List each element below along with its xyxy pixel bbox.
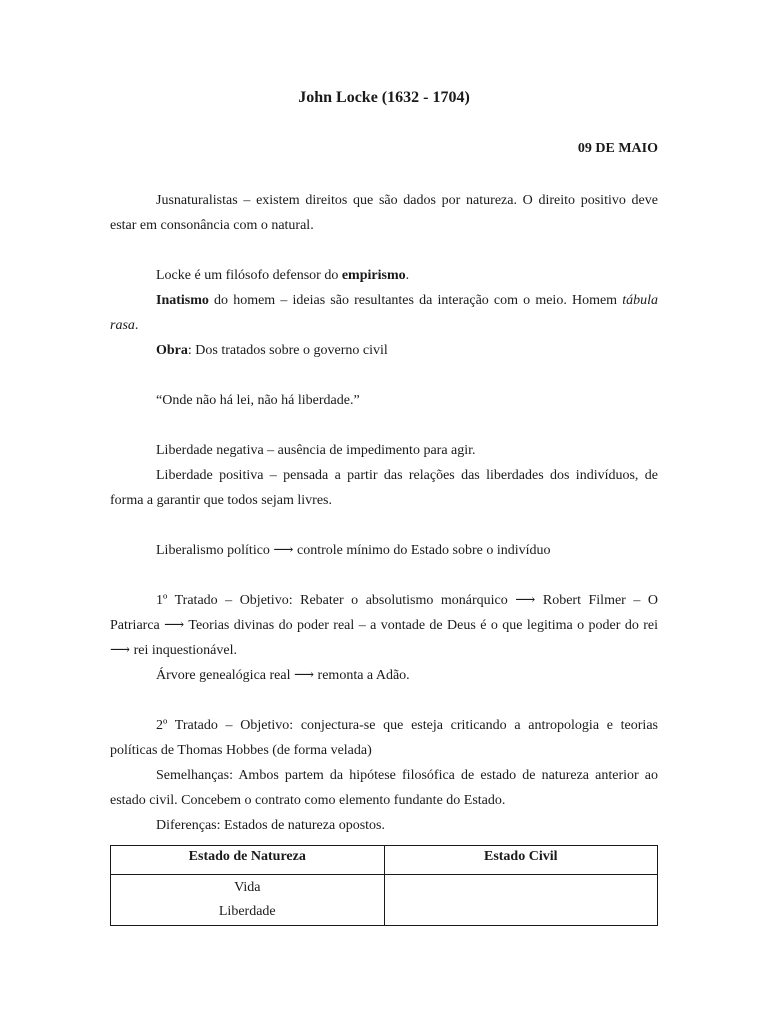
- paragraph-liberdade-positiva: Liberdade positiva – pensada a partir das relações das liberdades dos indivíduos, de forma a garantir que todos sejam livres.: [110, 468, 658, 508]
- paragraph-arvore: Árvore genealógica real ⟶ remonta a Adão.: [156, 668, 410, 683]
- paragraph-inatismo: [110, 288, 658, 338]
- table-header-row: [111, 846, 658, 875]
- document-title: John Locke (1632 - 1704): [298, 89, 470, 106]
- paragraph-text: : Dos tratados sobre o governo civil: [187, 343, 388, 358]
- document-body: [110, 188, 658, 838]
- table-row: [111, 875, 658, 926]
- paragraph-jusnaturalistas: Jusnaturalistas – existem direitos que são dados por natureza. O direito positivo deve estar em consonância com o natural.: [110, 193, 658, 233]
- paragraph-text: Locke é um filósofo defensor do: [156, 268, 342, 283]
- table-header-estado-natureza: Estado de Natureza: [111, 846, 385, 875]
- list-item: Liberdade: [218, 904, 276, 919]
- paragraph-segundo-tratado: 2º Tratado – Objetivo: conjectura-se que esteja criticando a antropologia e teorias políticas de Thomas Hobbes (de forma velada): [110, 718, 658, 758]
- paragraph-text: .: [134, 318, 139, 333]
- paragraph-empirismo: [110, 263, 658, 288]
- paragraph-diferencas: Diferenças: Estados de natureza opostos.: [156, 818, 385, 833]
- table-header-estado-civil: Estado Civil: [384, 846, 658, 875]
- table-cell-estado-natureza: [111, 875, 385, 926]
- paragraph-text: .: [405, 268, 410, 283]
- paragraph-text: do homem – ideias são resultantes da interação com o meio. Homem: [208, 293, 623, 308]
- bold-term: Inatismo: [156, 293, 209, 308]
- italic-term: tábula rasa: [110, 293, 658, 333]
- quote: “Onde não há lei, não há liberdade.”: [156, 393, 360, 408]
- paragraph-liberdade-negativa: Liberdade negativa – ausência de impedimento para agir.: [156, 443, 476, 458]
- comparison-table: [110, 845, 658, 926]
- bold-term: empirismo: [341, 268, 406, 283]
- paragraph-liberalismo: Liberalismo político ⟶ controle mínimo do Estado sobre o indivíduo: [156, 543, 551, 558]
- table-cell-estado-civil: [384, 875, 658, 926]
- paragraph-semelhancas: Semelhanças: Ambos partem da hipótese filosófica de estado de natureza anterior ao estado civil. Concebem o contrato como elemento fundante do Estado.: [110, 768, 658, 808]
- paragraph-primeiro-tratado: 1º Tratado – Objetivo: Rebater o absolutismo monárquico ⟶ Robert Filmer – O Patriarca ⟶ Teorias divinas do poder real – a vontade de Deus é o que legitima o poder do rei ⟶ rei inquestionável.: [110, 593, 658, 658]
- paragraph-obra: [110, 338, 658, 363]
- document-date: 09 DE MAIO: [577, 141, 658, 156]
- list-item: Vida: [234, 880, 261, 895]
- bold-term: Obra: [156, 343, 188, 358]
